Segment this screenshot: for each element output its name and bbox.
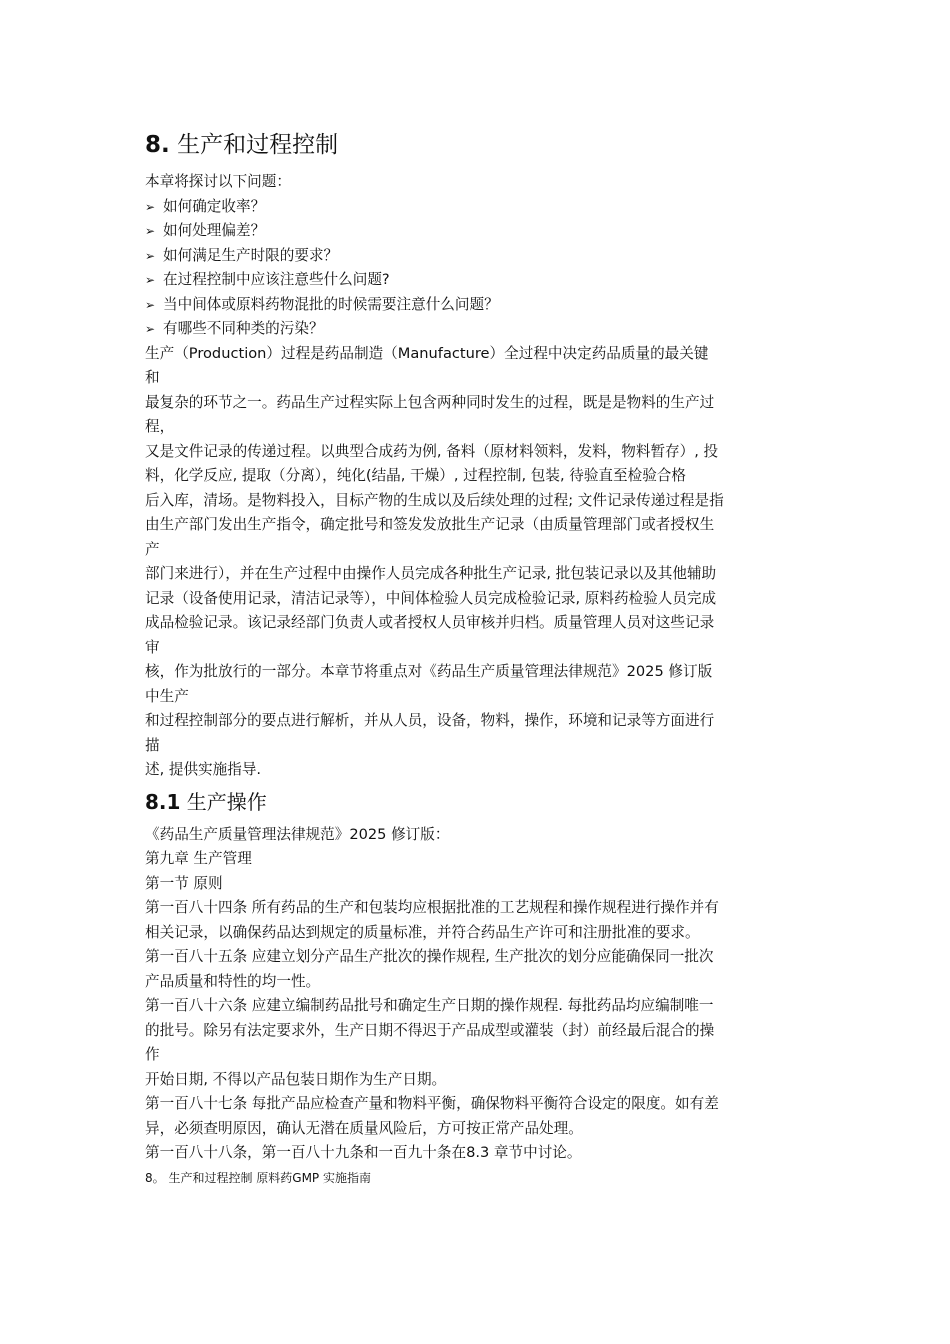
section-line: 第九章 生产管理 bbox=[145, 850, 252, 867]
paragraph-line: 成品检验记录。该记录经部门负责人或者授权人员审核并归档。质量管理人员对这些记录 bbox=[145, 614, 715, 631]
list-item: ➢ 如何确定收率？ bbox=[145, 195, 810, 220]
section-line: 第一百八十七条 每批产品应检查产量和物料平衡，确保物料平衡符合设定的限度。如有差 bbox=[145, 1095, 719, 1112]
section-line: 《药品生产质量管理法律规范》2025 修订版： bbox=[145, 825, 450, 843]
section-title: 生产操作 bbox=[186, 789, 267, 814]
paragraph-line: 部门来进行），并在生产过程中由操作人员完成各种批生产记录, 批包装记录以及其他辅助 bbox=[145, 565, 717, 582]
paragraph-line: 中生产 bbox=[145, 687, 189, 705]
paragraph-line: 和过程控制部分的要点进行解析，并从人员，设备，物料，操作，环境和记录等方面进行 bbox=[145, 712, 715, 729]
paragraph-line: 由生产部门发出生产指令，确定批号和签发发放批生产记录（由质量管理部门或者授权生 bbox=[145, 516, 715, 533]
list-item: ➢ 当中间体或原料药物混批的时候需要注意什么问题？ bbox=[145, 293, 810, 318]
section-line: 第一节 原则 bbox=[145, 874, 223, 892]
section-line: 开始日期, 不得以产品包装日期作为生产日期。 bbox=[145, 1070, 447, 1088]
list-item: ➢ 如何满足生产时限的要求？ bbox=[145, 244, 810, 269]
paragraph-line: 又是文件记录的传递过程。以典型合成药为例, 备料（原材料领料，发料，物料暂存）, 投 bbox=[145, 442, 719, 460]
arrow-bullet-icon: ➢ bbox=[145, 248, 156, 263]
chapter-heading bbox=[145, 128, 810, 162]
question-list bbox=[145, 195, 810, 342]
paragraph-line: 核，作为批放行的一部分。本章节将重点对《药品生产质量管理法律规范》2025 修订版 bbox=[145, 663, 713, 680]
page-footer: 8。 生产和过程控制 原料药GMP 实施指南 bbox=[145, 1170, 371, 1185]
paragraph-line: 和 bbox=[145, 369, 160, 386]
list-item: ➢ 在过程控制中应该注意些什么问题? bbox=[145, 268, 810, 293]
paragraph-line: 后入库，清场。是物料投入，目标产物的生成以及后续处理的过程; 文件记录传递过程是指 bbox=[145, 491, 724, 509]
section-line: 第一百八十六条 应建立编制药品批号和确定生产日期的操作规程. 每批药品均应编制唯一 bbox=[145, 997, 714, 1014]
paragraph-line: 产 bbox=[145, 540, 160, 558]
section-body bbox=[145, 823, 810, 1166]
paragraph-line: 记录（设备使用记录，清洁记录等），中间体检验人员完成检验记录, 原料药检验人员完成 bbox=[145, 589, 717, 607]
paragraph-line: 描 bbox=[145, 736, 160, 754]
section-line: 作 bbox=[145, 1046, 160, 1063]
list-item: ➢ 如何处理偏差？ bbox=[145, 219, 810, 244]
section-line: 异，必须查明原因，确认无潜在质量风险后，方可按正常产品处理。 bbox=[145, 1119, 583, 1137]
chapter-title: 生产和过程控制 bbox=[177, 132, 339, 158]
body-paragraph bbox=[145, 342, 810, 783]
paragraph-line: 程， bbox=[145, 418, 175, 435]
paragraph-line: 生产（Production）过程是药品制造（Manufacture）全过程中决定药品质量的最关键 bbox=[145, 344, 709, 362]
document-page bbox=[145, 128, 810, 1200]
paragraph-line: 料，化学反应, 提取（分离），纯化(结晶, 干燥）, 过程控制, 包装, 待验直至检验合格 bbox=[145, 467, 686, 484]
arrow-bullet-icon: ➢ bbox=[145, 224, 156, 238]
section-number: 8.1 bbox=[145, 789, 181, 814]
arrow-bullet-icon: ➢ bbox=[145, 199, 156, 214]
paragraph-line: 审 bbox=[145, 638, 160, 656]
arrow-bullet-icon: ➢ bbox=[145, 273, 156, 287]
list-item: ➢ 有哪些不同种类的污染？ bbox=[145, 317, 810, 342]
section-line: 第一百八十四条 所有药品的生产和包装均应根据批准的工艺规程和操作规程进行操作并有 bbox=[145, 899, 719, 916]
paragraph-line: 最复杂的环节之一。药品生产过程实际上包含两种同时发生的过程，既是是物料的生产过 bbox=[145, 393, 715, 411]
intro-text: 本章将探讨以下问题： bbox=[145, 173, 291, 190]
section-line: 产品质量和特性的均一性。 bbox=[145, 972, 321, 990]
arrow-bullet-icon: ➢ bbox=[145, 297, 156, 312]
chapter-number: 8. bbox=[145, 132, 170, 158]
section-line: 第一百八十五条 应建立划分产品生产批次的操作规程, 生产批次的划分应能确保同一批次 bbox=[145, 948, 714, 965]
paragraph-line: 述, 提供实施指导. bbox=[145, 761, 262, 778]
section-line: 相关记录，以确保药品达到规定的质量标准，并符合药品生产许可和注册批准的要求。 bbox=[145, 923, 700, 941]
arrow-bullet-icon: ➢ bbox=[145, 322, 156, 336]
section-line: 的批号。除另有法定要求外，生产日期不得迟于产品成型或灌装（封）前经最后混合的操 bbox=[145, 1021, 715, 1039]
section-heading bbox=[145, 787, 810, 817]
section-line: 第一百八十八条，第一百八十九条和一百九十条在8.3 章节中讨论。 bbox=[145, 1144, 582, 1161]
